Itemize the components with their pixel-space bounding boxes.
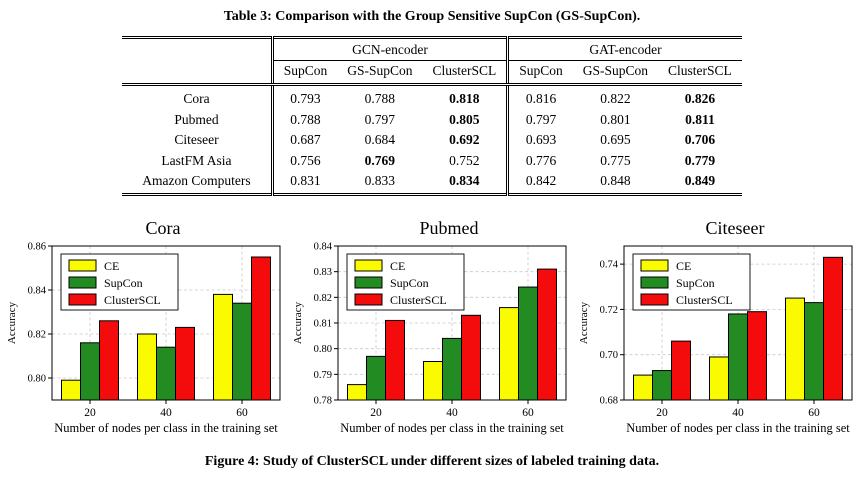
svg-text:0.82: 0.82 (27, 329, 46, 341)
column-header-gcn-supcon: SupCon (272, 61, 337, 85)
chart-title-citeseer: Citeseer (705, 218, 765, 238)
column-header-gcn-clusterscl: ClusterSCL (422, 61, 507, 85)
table-cell: 0.831 (272, 171, 337, 195)
svg-text:60: 60 (808, 407, 820, 419)
table-cell: 0.848 (600, 173, 631, 188)
svg-text:0.68: 0.68 (599, 395, 618, 407)
table-cell: 0.695 (600, 132, 631, 147)
svg-text:0.82: 0.82 (313, 292, 332, 304)
column-header-gcn-gs-supcon: GS-SupCon (337, 61, 422, 85)
table-cell: 0.756 (272, 150, 337, 171)
table-cell: 0.801 (600, 111, 631, 127)
row-label: Amazon Computers (142, 173, 251, 188)
svg-text:20: 20 (656, 407, 668, 419)
svg-text:0.84: 0.84 (27, 285, 46, 297)
column-header-gat-gs-supcon: GS-SupCon (573, 61, 658, 85)
svg-text:Accuracy: Accuracy (578, 301, 590, 345)
bar-plot-pubmed (290, 240, 574, 445)
svg-text:Number of nodes per class in t: Number of nodes per class in the training set (340, 421, 564, 435)
table-cell: 0.752 (449, 152, 480, 168)
svg-text:Accuracy: Accuracy (6, 301, 18, 345)
table-cell: 0.788 (364, 91, 396, 106)
table-cell: 0.797 (364, 111, 396, 127)
svg-text:0.74: 0.74 (599, 259, 618, 271)
bar-plot-cora (4, 240, 288, 445)
svg-text:ClusterSCL: ClusterSCL (390, 293, 447, 307)
table-cell: 0.684 (364, 132, 396, 147)
chart-title-cora: Cora (145, 218, 181, 238)
column-header-gat-clusterscl: ClusterSCL (658, 61, 742, 85)
svg-text:20: 20 (84, 407, 96, 419)
svg-text:Accuracy: Accuracy (292, 301, 304, 345)
svg-text:0.80: 0.80 (27, 373, 46, 385)
empty-corner-cell (122, 38, 272, 85)
table-row (122, 150, 742, 171)
table-cell: 0.805 (449, 111, 480, 127)
svg-text:CE: CE (104, 259, 120, 273)
bar-plot-citeseer (576, 240, 860, 445)
table-cell: 0.788 (272, 109, 337, 130)
column-header-gat-supcon: SupCon (508, 61, 573, 85)
svg-text:SupCon: SupCon (390, 276, 429, 290)
row-label: Cora (183, 91, 210, 106)
svg-text:0.78: 0.78 (313, 395, 332, 407)
svg-text:0.80: 0.80 (313, 344, 332, 356)
svg-text:40: 40 (446, 407, 458, 419)
results-table-body (122, 85, 742, 195)
table-caption: Table 3: Comparison with the Group Sensitive SupCon (GS-SupCon). (223, 9, 641, 24)
results-table-header (122, 38, 742, 85)
table-cell: 0.822 (600, 91, 631, 106)
table-row (122, 171, 742, 195)
table-cell: 0.816 (508, 85, 573, 110)
column-group-gcn-encoder: GCN-encoder (272, 38, 508, 61)
svg-text:40: 40 (732, 407, 744, 419)
table-cell: 0.818 (449, 91, 480, 106)
table-cell: 0.779 (684, 152, 716, 168)
svg-text:60: 60 (236, 407, 248, 419)
svg-text:SupCon: SupCon (676, 276, 715, 290)
chart-cora (4, 216, 288, 445)
table-cell: 0.769 (364, 152, 396, 168)
svg-text:ClusterSCL: ClusterSCL (104, 293, 161, 307)
svg-text:Number of nodes per class in t: Number of nodes per class in the training set (626, 421, 850, 435)
svg-text:0.72: 0.72 (599, 304, 618, 316)
figure-caption: Figure 4: Study of ClusterSCL under different sizes of labeled training data. (204, 454, 660, 469)
table-cell: 0.826 (684, 91, 716, 106)
svg-text:0.83: 0.83 (313, 267, 332, 279)
table-row (122, 130, 742, 151)
results-table (122, 36, 742, 196)
chart-citeseer (576, 216, 860, 445)
table-cell: 0.693 (508, 130, 573, 151)
svg-text:Number of nodes per class in t: Number of nodes per class in the training set (54, 421, 278, 435)
row-label: Citeseer (174, 132, 219, 147)
chart-pubmed (290, 216, 574, 445)
svg-text:CE: CE (676, 259, 692, 273)
table-cell: 0.793 (272, 85, 337, 110)
svg-text:0.86: 0.86 (27, 241, 46, 253)
bar-plot-svg (576, 240, 860, 440)
svg-text:60: 60 (522, 407, 534, 419)
svg-text:0.70: 0.70 (599, 350, 618, 362)
table-row (122, 85, 742, 110)
svg-text:0.81: 0.81 (313, 318, 332, 330)
table-cell: 0.842 (508, 171, 573, 195)
svg-text:0.79: 0.79 (313, 369, 332, 381)
bar-plot-svg (290, 240, 574, 440)
svg-text:ClusterSCL: ClusterSCL (676, 293, 733, 307)
row-label: Pubmed (174, 111, 219, 127)
row-label: LastFM Asia (161, 152, 232, 168)
bar-plot-svg (4, 240, 288, 440)
table-cell: 0.706 (684, 132, 716, 147)
svg-text:SupCon: SupCon (104, 276, 143, 290)
table-cell: 0.776 (508, 150, 573, 171)
svg-text:CE: CE (390, 259, 406, 273)
table-cell: 0.692 (449, 132, 480, 147)
column-group-gat-encoder: GAT-encoder (508, 38, 742, 61)
table-cell: 0.775 (600, 152, 631, 168)
table-cell: 0.833 (364, 173, 396, 188)
chart-title-pubmed: Pubmed (419, 218, 479, 238)
table-cell: 0.797 (508, 109, 573, 130)
table-row (122, 109, 742, 130)
svg-text:0.84: 0.84 (313, 241, 332, 253)
table-cell: 0.849 (684, 173, 716, 188)
table-cell: 0.834 (449, 173, 480, 188)
svg-text:20: 20 (370, 407, 382, 419)
svg-text:40: 40 (160, 407, 172, 419)
table-cell: 0.687 (272, 130, 337, 151)
figure-charts-row (0, 216, 864, 445)
table-cell: 0.811 (685, 111, 715, 127)
